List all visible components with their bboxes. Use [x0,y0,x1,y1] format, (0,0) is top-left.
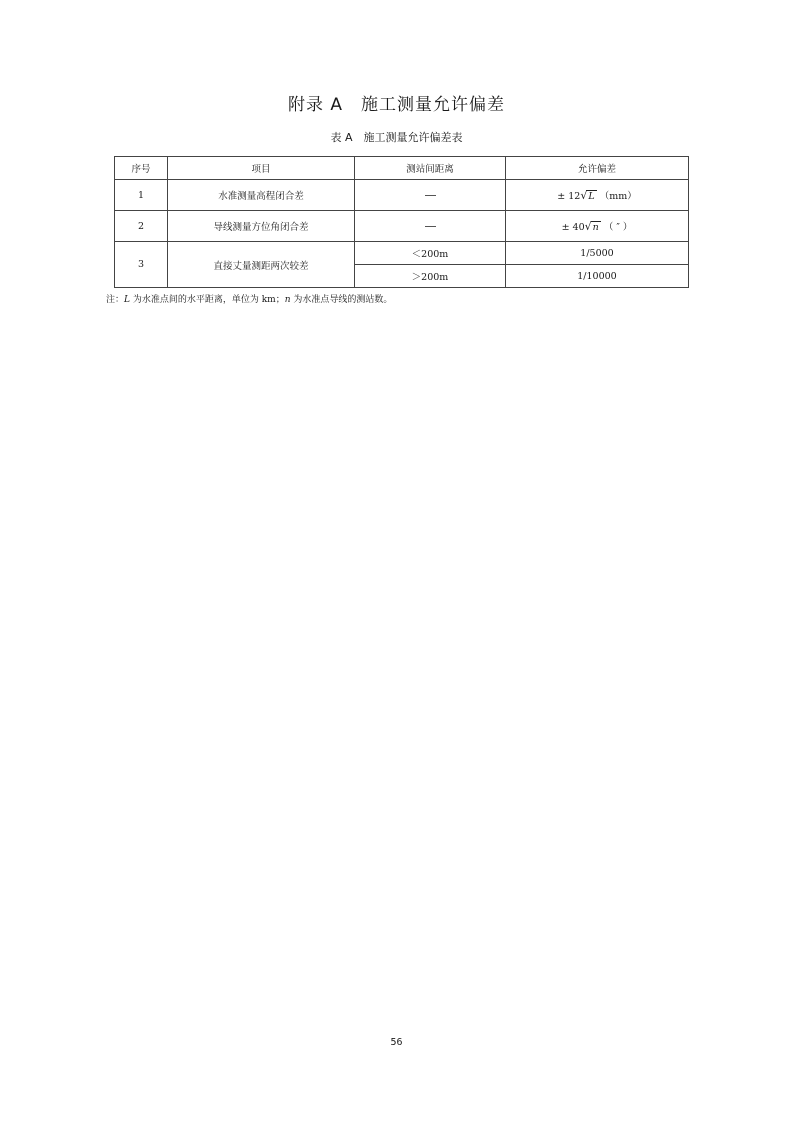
table-row [115,242,689,265]
row-item: 导线测量方位角闭合差 [168,211,355,242]
table-header-row [115,157,689,180]
table-caption: 表 A 施工测量允许偏差表 [330,131,463,144]
tolerance-prefix: ± 40 [561,222,585,233]
page-title: 附录 A 施工测量允许偏差 [287,95,506,115]
sqrt-icon: √ [584,220,592,233]
table-row [115,180,689,211]
tolerance-prefix: ± 12 [557,191,581,202]
sqrt-icon: √ [580,189,588,202]
row-item: 水准测量高程闭合差 [168,180,355,211]
row-tolerance [506,180,689,211]
dash-mark [425,226,436,227]
row-no: 2 [115,211,168,242]
row-no: 3 [115,242,168,288]
row-distance: ＜200m [355,242,506,265]
row-distance [355,180,506,211]
header-distance: 测站间距离 [355,157,506,180]
page-number: 56 [390,1037,403,1048]
header-tolerance: 允许偏差 [506,157,689,180]
table-row [115,211,689,242]
row-tolerance: 1/5000 [506,242,689,265]
tolerance-unit: （mm） [599,191,637,202]
row-distance [355,211,506,242]
tolerance-unit: （ ″ ） [603,222,633,233]
table-note: 注：L 为水准点间的水平距离，单位为 km；n 为水准点导线的测站数。 [106,295,393,305]
row-tolerance: 1/10000 [506,265,689,288]
header-no: 序号 [115,157,168,180]
row-distance: ＞200m [355,265,506,288]
row-item: 直接丈量测距两次较差 [168,242,355,288]
tolerance-variable: L [588,191,595,202]
row-tolerance [506,211,689,242]
dash-mark [425,195,436,196]
row-no: 1 [115,180,168,211]
tolerance-variable: n [592,222,599,233]
tolerance-table [114,156,689,288]
header-item: 项目 [168,157,355,180]
